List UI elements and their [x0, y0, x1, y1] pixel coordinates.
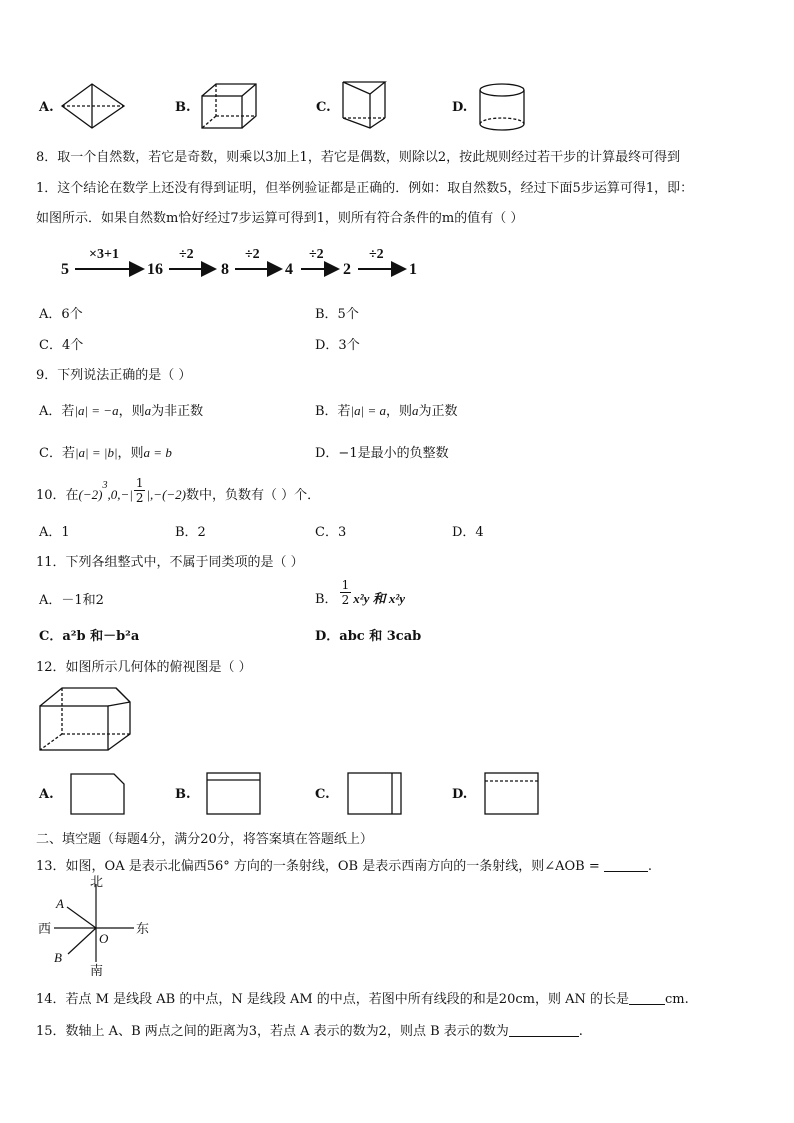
- q10-option-d: D．4: [452, 525, 484, 540]
- q13-text: 13．如图，OA 是表示北偏西56° 方向的一条射线，OB 是表示西南方向的一条射线，则∠AOB = .: [36, 859, 653, 874]
- q11-option-b: B． $\frac{1}{2}$ x²y 和 x²y: [315, 578, 406, 607]
- q15-text: 15．数轴上 A、B 两点之间的距离为3，若点 A 表示的数为2，则点 B 表示的数为 .: [36, 1024, 583, 1039]
- q12-solid-figure: [38, 686, 134, 754]
- compass-south-label: 南: [90, 963, 104, 978]
- q9-option-c: C．若|a| = |b|，则a = b: [39, 445, 172, 461]
- q9-option-a: A．若|a| = −a，则a为非正数: [39, 403, 204, 419]
- q7-pyramid-figure: [60, 82, 130, 132]
- q8-option-a: A．6个: [39, 307, 83, 322]
- q8-line-3: 如图所示．如果自然数m恰好经过7步运算可得到1，则所有符合条件的m的值有（ ）: [36, 211, 524, 226]
- compass-west-label: 西: [38, 921, 52, 936]
- origin-o-label: O: [99, 931, 109, 946]
- compass-north-label: 北: [90, 874, 104, 889]
- flow-number: 1: [409, 261, 417, 278]
- flow-operation: ÷2: [309, 247, 324, 262]
- q14-text: 14．若点 M 是线段 AB 的中点，N 是线段 AM 的中点，若图中所有线段的和是20cm，则 AN 的长是 cm.: [36, 992, 689, 1007]
- q8-line-1: 8．取一个自然数，若它是奇数，则乘以3加上1，若它是偶数，则除以2，按此规则经过若干步的计算最终可得到: [36, 150, 681, 165]
- q7-cube-figure: [198, 82, 260, 132]
- q7-cylinder-figure: [478, 82, 530, 134]
- q7-option-c-label: C.: [316, 100, 331, 115]
- ray-a-label: A: [56, 896, 64, 911]
- q11-stem: 11．下列各组整式中，不属于同类项的是（ ）: [36, 555, 304, 570]
- q10-option-b: B．2: [175, 525, 206, 540]
- q9-stem: 9．下列说法正确的是（ ）: [36, 368, 192, 383]
- q12-option-a-label: A.: [39, 787, 54, 802]
- q12-stem: 12．如图所示几何体的俯视图是（ ）: [36, 660, 252, 675]
- q7-option-a-label: A.: [39, 100, 54, 115]
- flow-operation: ×3+1: [89, 247, 119, 262]
- flow-number: 16: [147, 261, 163, 278]
- q12-option-c-figure: [347, 772, 403, 816]
- q7-option-d-label: D.: [452, 100, 468, 115]
- flow-operation: ÷2: [245, 247, 260, 262]
- q12-option-d-figure: [484, 772, 544, 816]
- q9-option-d: D．−1是最小的负整数: [315, 446, 449, 461]
- flow-number: 8: [221, 261, 229, 278]
- q8-line-2: 1．这个结论在数学上还没有得到证明，但举例验证都是正确的．例如：取自然数5，经过下面5步运算可得1，即：: [36, 181, 694, 196]
- q11-option-d: D．abc 和 3cab: [315, 629, 422, 644]
- q12-option-b-label: B.: [175, 787, 191, 802]
- q7-option-b-label: B.: [175, 100, 191, 115]
- ray-b-label: B: [54, 950, 62, 965]
- q10-option-a: A．1: [39, 525, 70, 540]
- q8-option-d: D．3个: [315, 338, 360, 353]
- compass-east-label: 东: [136, 921, 150, 936]
- flow-operation: ÷2: [179, 247, 194, 262]
- q11-option-a: A．－1和2: [39, 593, 104, 608]
- q7-prism-figure: [340, 80, 390, 132]
- q10-option-c: C．3: [315, 525, 347, 540]
- q10-stem: 10．在$(-2)^3,0,-|$ $\frac{1}{2}$ |,−(−2)数中，负数有（ ）个．: [36, 476, 321, 505]
- q12-option-c-label: C.: [315, 787, 330, 802]
- flow-number: 2: [343, 261, 351, 278]
- q8-option-b: B．5个: [315, 307, 359, 322]
- flow-number: 5: [61, 261, 69, 278]
- q12-option-b-figure: [206, 772, 262, 816]
- q12-option-a-figure: [70, 773, 126, 815]
- q9-option-b: B．若|a| = a，则a为正数: [315, 403, 458, 419]
- q8-flow-diagram: [55, 244, 425, 280]
- flow-operation: ÷2: [369, 247, 384, 262]
- q13-compass-diagram: [36, 874, 156, 978]
- q8-option-c: C．4个: [39, 338, 84, 353]
- section-heading: 二、填空题（每题4分，满分20分，将答案填在答题纸上）: [36, 832, 373, 847]
- flow-number: 4: [285, 261, 293, 278]
- q12-option-d-label: D.: [452, 787, 468, 802]
- q11-option-c: C．a²b 和－b²a: [39, 629, 140, 644]
